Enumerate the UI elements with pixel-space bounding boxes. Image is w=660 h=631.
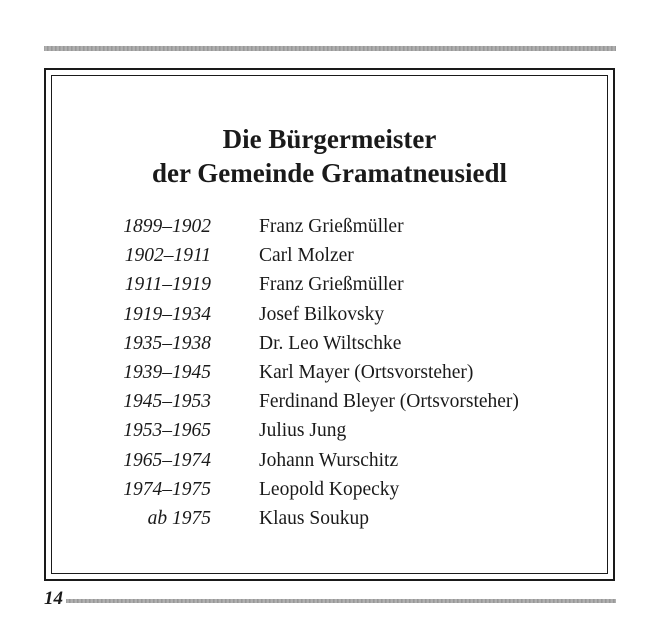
mayor-name: Franz Grießmüller [259, 274, 404, 296]
mayor-name: Franz Grießmüller [259, 216, 404, 237]
bordered-box [44, 68, 615, 581]
mayor-name: Johann Wurschitz [259, 449, 399, 471]
term-years: 1945–1953 [123, 391, 211, 413]
list-item [46, 300, 613, 329]
list-item [46, 358, 613, 387]
term-years: 1899–1902 [123, 216, 211, 237]
mayor-name: Dr. Leo Wiltschke [259, 332, 402, 354]
list-item [46, 329, 613, 358]
mayor-name: Leopold Kopecky [259, 478, 400, 500]
list-item [46, 416, 613, 445]
title-line-1: Die Bürgermeister [222, 124, 437, 154]
page-number: 14 [44, 588, 63, 609]
list-item [46, 270, 613, 299]
list-item [46, 241, 613, 270]
term-years: ab 1975 [147, 507, 211, 529]
term-years: 1939–1945 [123, 361, 211, 383]
list-item [46, 212, 613, 241]
term-years: 1935–1938 [123, 332, 211, 354]
mayor-name: Ferdinand Bleyer (Ortsvorsteher) [259, 391, 519, 413]
term-years: 1953–1965 [123, 420, 211, 442]
top-divider-rule [44, 46, 616, 51]
list-item [46, 387, 613, 416]
list-item [46, 475, 613, 504]
mayor-name: Josef Bilkovsky [259, 303, 385, 325]
mayor-name: Carl Molzer [259, 245, 354, 267]
mayor-name: Karl Mayer (Ortsvorsteher) [259, 361, 474, 383]
title-line-2: der Gemeinde Gramatneusiedl [152, 158, 507, 188]
term-years: 1911–1919 [124, 274, 211, 296]
list-item [46, 446, 613, 475]
bottom-divider-rule [66, 599, 616, 603]
term-years: 1965–1974 [123, 449, 211, 471]
page-title [46, 122, 613, 190]
mayor-list [46, 212, 613, 533]
term-years: 1974–1975 [123, 478, 211, 500]
mayor-name: Klaus Soukup [259, 507, 369, 529]
mayor-name: Julius Jung [259, 420, 347, 442]
term-years: 1902–1911 [124, 245, 211, 267]
term-years: 1919–1934 [123, 303, 211, 325]
list-item [46, 504, 613, 533]
